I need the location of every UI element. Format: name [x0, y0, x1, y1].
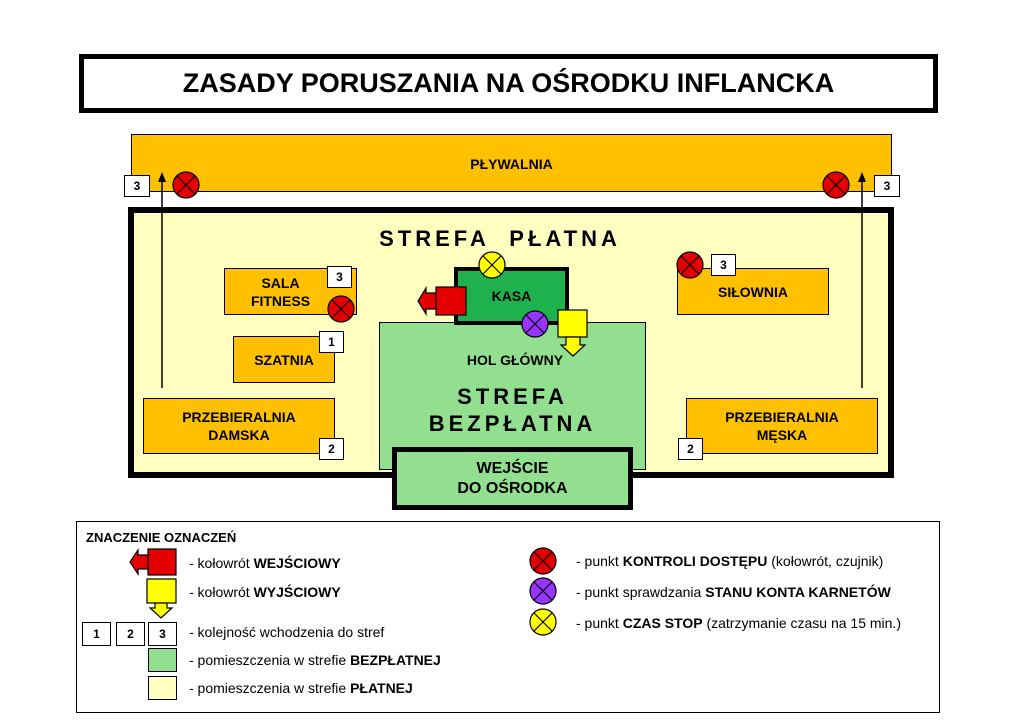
- legend-paid-rooms-pre: - pomieszczenia w strefie: [189, 680, 351, 696]
- legend-account-check-bold: STANU KONTA KARNETÓW: [705, 584, 891, 600]
- legend-time-stop-bold: CZAS STOP: [622, 615, 703, 631]
- mens-changing-label-line2: MĘSKA: [756, 427, 808, 443]
- entrance-label-line1: WEJŚCIE: [476, 459, 549, 477]
- fitness-room-label-line1: SALA: [261, 274, 300, 291]
- legend-order-box-3: [148, 622, 177, 646]
- mens-changing-label-line1: PRZEBIERALNIA: [725, 409, 839, 425]
- weights-room-label: SIŁOWNIA: [718, 283, 788, 300]
- locker-room-label: SZATNIA: [254, 351, 314, 368]
- free-zone-label-line1: STREFA: [457, 384, 568, 409]
- legend-access-control-pre: - punkt: [576, 553, 623, 569]
- womens-changing-label-line1: PRZEBIERALNIA: [182, 409, 296, 425]
- legend-time-stop-post: (zatrzymanie czasu na 15 min.): [702, 615, 901, 631]
- legend-exit-gate-bold: WYJŚCIOWY: [253, 584, 341, 600]
- legend-account-check-text: [576, 584, 891, 600]
- legend-entry-gate-bold: WEJŚCIOWY: [253, 555, 341, 571]
- legend-entry-gate-icon: [130, 549, 176, 575]
- legend-order-text: [189, 624, 384, 640]
- legend-heading: ZNACZENIE OZNACZEŃ: [86, 530, 237, 545]
- free-zone-label-line2: BEZPŁATNA: [428, 411, 597, 436]
- fitness-room-label-line2: FITNESS: [250, 292, 311, 309]
- page-title-text: ZASADY PORUSZANIA NA OŚRODKU INFLANCKA: [182, 68, 835, 98]
- legend-order-pre: - kolejność wchodzenia do stref: [189, 624, 385, 640]
- legend-exit-gate-text: [189, 584, 341, 600]
- legend-access-control-icon: [530, 548, 556, 574]
- legend-order-box-2: [116, 622, 145, 646]
- legend-account-check-icon: [530, 578, 556, 604]
- order-badge-mens-text: 2: [687, 442, 694, 456]
- legend-exit-gate-pre: - kołowrót: [189, 584, 254, 600]
- legend-access-control-post: (kołowrót, czujnik): [767, 553, 884, 569]
- legend-time-stop-text: [576, 615, 901, 631]
- legend-order-box-1-text: 1: [93, 627, 100, 641]
- legend-order-box-2-text: 2: [127, 627, 134, 641]
- legend-free-rooms-text: [189, 652, 441, 668]
- legend-entry-gate-text: [189, 555, 341, 571]
- legend-exit-gate-icon: [147, 579, 176, 618]
- paid-zone-label-text: STREFA PŁATNA: [379, 226, 621, 251]
- legend-paid-zone-swatch: [148, 676, 177, 700]
- main-hall-label-text: HOL GŁÓWNY: [466, 352, 564, 368]
- order-badge-pool-left-text: 3: [133, 179, 141, 193]
- order-badge-fitness-text: 3: [336, 270, 343, 284]
- legend-free-rooms-pre: - pomieszczenia w strefie: [189, 652, 351, 668]
- entrance-label-line2: DO OŚRODKA: [457, 479, 568, 497]
- legend-free-zone-swatch: [148, 648, 177, 672]
- legend-order-box-1: [82, 622, 111, 646]
- order-badge-pool-right-text: 3: [883, 179, 891, 193]
- legend-access-control-text: [576, 553, 883, 569]
- legend-account-check-pre: - punkt sprawdzania: [576, 584, 706, 600]
- cashier-label: KASA: [491, 288, 532, 304]
- legend-free-rooms-bold: BEZPŁATNEJ: [350, 652, 441, 668]
- legend-time-stop-icon: [530, 609, 556, 635]
- order-badge-locker-text: 1: [328, 335, 335, 349]
- legend-time-stop-pre: - punkt: [576, 615, 623, 631]
- order-badge-weights-text: 3: [720, 258, 727, 272]
- pool-room-label: PŁYWALNIA: [470, 156, 553, 172]
- order-badge-womens-text: 2: [328, 442, 335, 456]
- legend-entry-gate-pre: - kołowrót: [189, 555, 254, 571]
- womens-changing-label-line2: DAMSKA: [208, 427, 270, 443]
- legend-access-control-bold: KONTROLI DOSTĘPU: [622, 553, 768, 569]
- legend-paid-rooms-text: [189, 680, 413, 696]
- legend-paid-rooms-bold: PŁATNEJ: [350, 680, 413, 696]
- legend-order-box-3-text: 3: [159, 627, 166, 641]
